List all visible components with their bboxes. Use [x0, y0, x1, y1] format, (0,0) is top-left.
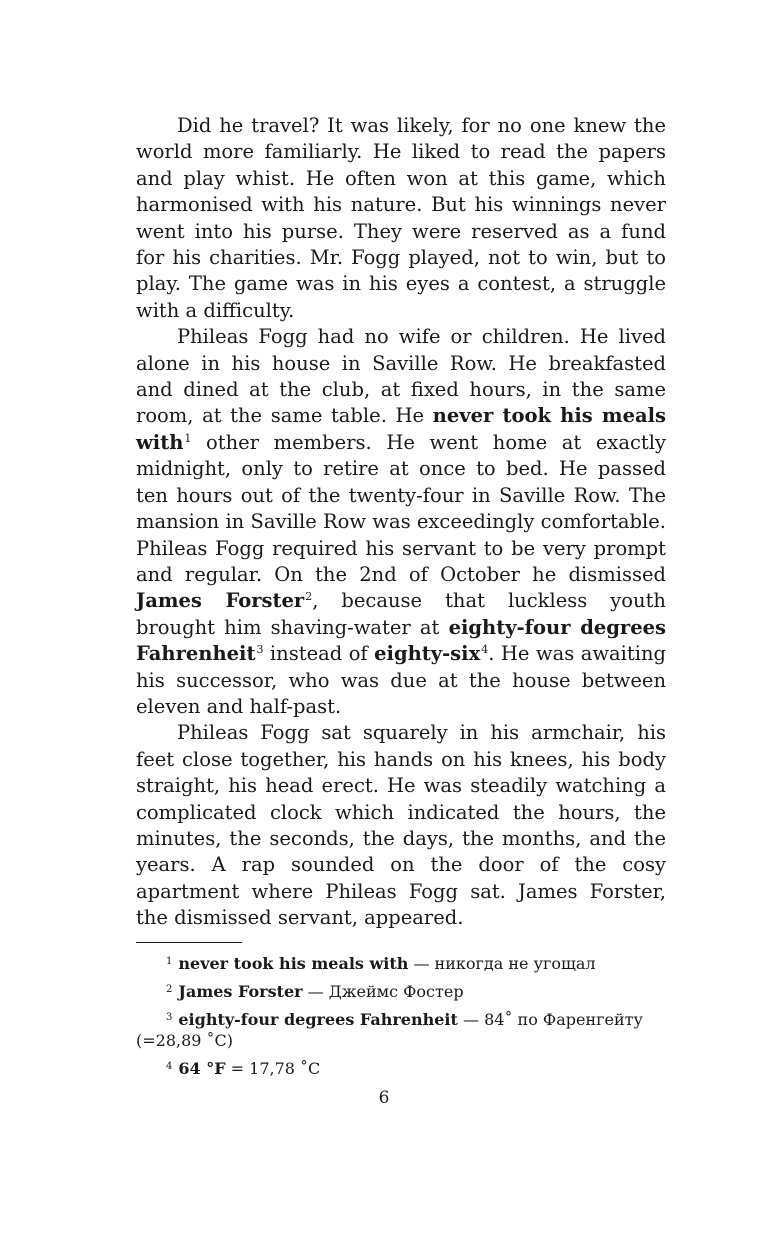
footnote-3: [136, 1009, 666, 1051]
footnote-term: 64 °F: [178, 1058, 226, 1078]
footnote-number: 3: [166, 1011, 173, 1023]
term-eighty-six: eighty-six: [374, 642, 481, 666]
book-page: [136, 113, 666, 1086]
body-text: [136, 113, 666, 932]
footnote-number: 1: [166, 955, 173, 967]
paragraph-1: Did he travel? It was likely, for no one knew the world more familiarly. He liked to read the papers and play whist. He often won at this game, which harmonised with his nature. But his winnings never went into his purse. They were reserved as a fund for his charities. Mr. Fogg played, not to win, but to play. The game was in his eyes a contest, a struggle with a difficulty.: [136, 114, 666, 322]
footnote-term: James Forster: [178, 981, 303, 1001]
footnote-ref-4: 4: [481, 643, 489, 657]
term-eighty-four-degrees: eighty-four degrees Fahrenheit: [136, 615, 666, 666]
paragraph-2-text-e: instead of: [263, 642, 375, 666]
footnote-translation: = 17,78 ˚C: [225, 1058, 321, 1078]
paragraph-3: Phileas Fogg sat squarely in his armchair, his feet close together, his hands on his knees, his body straight, his head erect. He was steadily watching a complicated clock which indicated the hours, the minutes, the seconds, the days, the months, and the years. A rap sounded on the door of the cosy apartment where Phileas Fogg sat. James Forster, the dismissed servant, appeared.: [136, 721, 666, 930]
footnote-term: never took his meals with: [178, 953, 409, 973]
paragraph-2-text-f: . He was awaiting his successor, who was due at the house between eleven and half-past.: [136, 642, 666, 718]
footnote-number: 4: [166, 1060, 173, 1072]
footnote-translation: — никогда не угощал: [408, 953, 596, 973]
footnote-translation: — Джеймс Фостер: [302, 981, 464, 1001]
term-never-took-his-meals-with: never took his meals with: [136, 404, 666, 454]
term-james-forster: James Forster: [136, 589, 305, 613]
footnote-4: [136, 1058, 666, 1079]
footnotes: [136, 953, 666, 1079]
footnote-term: eighty-four degrees Fahrenheit: [178, 1009, 458, 1029]
page-number: 6: [378, 1088, 390, 1108]
footnote-ref-1: 1: [184, 431, 192, 445]
footnote-translation: — 84˚ по Фаренгейту (=28,89 ˚C): [136, 1009, 643, 1050]
paragraph-2: [136, 324, 666, 720]
footnote-number: 2: [166, 983, 173, 995]
paragraph-2-text-a: Phileas Fogg had no wife or children. He lived alone in his house in Saville Row. He breakfasted and dined at the club, at fixed hours, in the same room, at the same table. He: [136, 325, 666, 428]
paragraph-2-text-c: other members. He went home at exactly midnight, only to retire at once to bed. He passed ten hours out of the twenty-four in Saville Row. The mansion in Saville Row was exceedingly comfortable. Phileas Fogg required his servant to be very prompt and regular. On the 2nd of October he dismissed: [136, 430, 666, 586]
footnote-ref-3: 3: [256, 643, 264, 657]
footnote-2: [136, 981, 666, 1002]
footnote-ref-2: 2: [305, 590, 313, 604]
paragraph-2-text-d: , because that luckless youth brought him shaving-water at: [136, 589, 666, 639]
footnote-1: [136, 953, 666, 974]
footnote-divider: [136, 942, 242, 943]
